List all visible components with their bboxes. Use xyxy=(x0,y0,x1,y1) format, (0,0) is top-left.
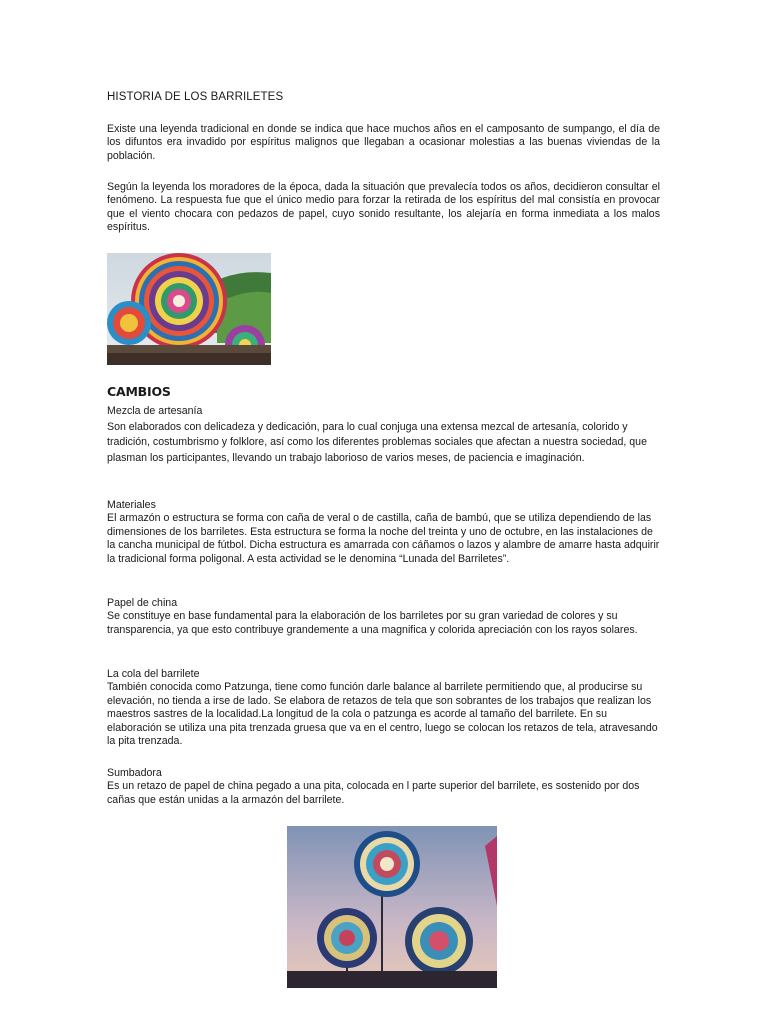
section-body: También conocida como Patzunga, tiene como función darle balance al barrilete permitiendo que, al producirse su elevación, no tienda a irse de lado. Se elabora de retazos de tela que son sobrantes de los trabajos que realizan los maestros sastres de la localidad.La longitud de la cola o patzunga es acorde al tamaño del barrilete. En su elaboración se utiliza una pita trenzada gruesa que va en el centro, luego se colocan los retazos de tela, atravesando la pita trenzada. xyxy=(107,681,658,748)
section-body: El armazón o estructura se forma con caña de veral o de castilla, caña de bambú, que se utiliza dependiendo de las dimensiones de los barriletes. Esta estructura se forma la noche del treinta y uno de octubre, en las instalaciones de la cancha municipal de fútbol. Dicha estructura es amarrada con cáñamos o lazos y alambre de amarre hasta adquirir la tradicional forma poligonal. A esta actividad se le denomina “Lunada del Barriletes”. xyxy=(107,512,660,565)
document-title: HISTORIA DE LOS BARRILETES xyxy=(107,91,284,103)
section-body: Se constituye en base fundamental para la elaboración de los barriletes por su gran variedad de colores y su transparencia, ya que esto contribuye grandemente a una magnifica y colorida apreciación con los rayos solares. xyxy=(107,610,638,636)
section-body: Son elaborados con delicadeza y dedicación, para lo cual conjuga una extensa mezcal de artesanía, colorido y tradición, costumbrismo y folklore, así como los diferentes problemas sociales que afectan a nuestra sociedad, que plasman los participantes, llevando un trabajo laborioso de varios meses, de paciencia e imaginación. xyxy=(107,420,647,464)
section-materiales xyxy=(107,499,660,566)
kites-sky-photo xyxy=(287,826,497,988)
kite-festival-photo xyxy=(107,253,271,365)
section-heading: Papel de china xyxy=(107,597,178,609)
giant-kites-image xyxy=(107,253,271,365)
section-heading: Sumbadora xyxy=(107,767,162,779)
section-body: Es un retazo de papel de china pegado a una pita, colocada en l parte superior del barrilete, es sostenido por dos cañas que están unidas a la armazón del barrilete. xyxy=(107,780,640,806)
section-papel xyxy=(107,597,660,637)
section-mezcla xyxy=(107,404,660,466)
section-cola xyxy=(107,668,660,748)
section-heading: La cola del barrilete xyxy=(107,668,200,680)
intro-paragraph-text: Según la leyenda los moradores de la época, dada la situación que prevalecía todos os años, decidieron consultar el fenómeno. La respuesta fue que el único medio para forzar la retirada de los espíritus del mal consistía en provocar que el viento chocara con pedazos de papel, cuyo sonido resultante, los alejaría en forma inmediata a los malos espíritus. xyxy=(107,181,660,234)
giant-kites-sky-image xyxy=(287,826,497,988)
section-heading: Materiales xyxy=(107,499,156,511)
section-sumbadora xyxy=(107,767,660,807)
intro-paragraph-2 xyxy=(107,181,660,235)
intro-paragraph-1 xyxy=(107,123,660,163)
intro-paragraph-text: Existe una leyenda tradicional en donde se indica que hace muchos años en el camposanto de sumpango, el día de los difuntos era invadido por espíritus malignos que llegaban a ocasionar molestias a las buenas viviendas de la población. xyxy=(107,123,660,162)
section-heading-cambios: CAMBIOS xyxy=(107,384,171,399)
section-heading: Mezcla de artesanía xyxy=(107,405,203,417)
